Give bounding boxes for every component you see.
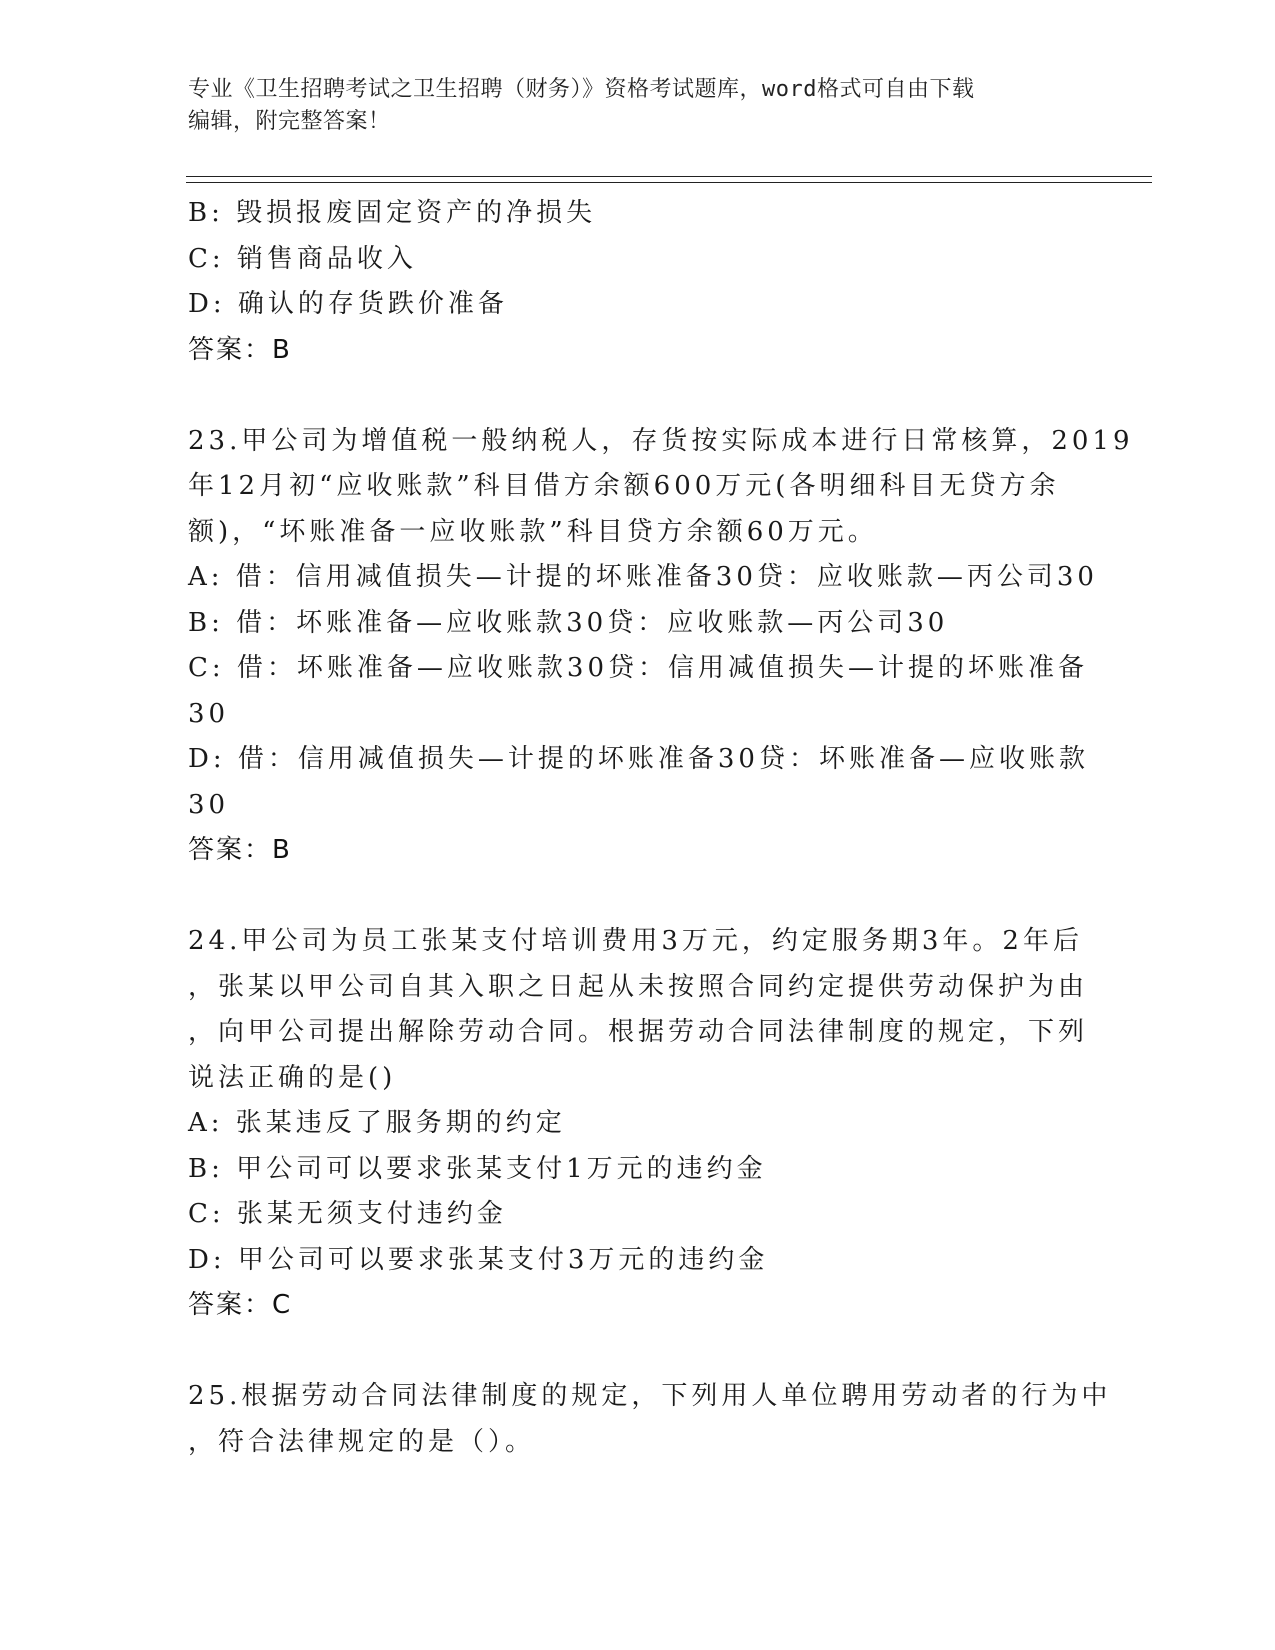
q23-option-c-line-2: 30: [188, 698, 230, 729]
header-divider-bottom: [186, 182, 1152, 183]
q24-stem-line-1: 24.甲公司为员工张某支付培训费用3万元，约定服务期3年。2年后: [188, 926, 1083, 956]
header-line-2: 编辑，附完整答案！: [188, 109, 391, 134]
q23-stem-line-1: 23.甲公司为增值税一般纳税人，存货按实际成本进行日常核算，2019: [188, 425, 1134, 456]
q24-answer: 答案：C: [188, 1290, 293, 1320]
q24-option-b: B: 甲公司可以要求张某支付1万元的违约金: [188, 1153, 767, 1184]
q24-stem-line-4: 说法正确的是(): [188, 1062, 397, 1093]
question-22-tail: [188, 191, 1088, 373]
question-25: [188, 1374, 1112, 1465]
question-content: [188, 191, 1134, 1465]
header-divider-top: [186, 176, 1152, 177]
header-line-1: 专业《卫生招聘考试之卫生招聘（财务）》资格考试题库，word格式可自由下载: [188, 77, 975, 102]
spacer: [188, 1329, 1088, 1375]
q24-option-d: D: 甲公司可以要求张某支付3万元的违约金: [188, 1244, 769, 1275]
document-header: [188, 74, 1088, 138]
q25-stem-line-2: ，符合法律规定的是（）。: [188, 1426, 536, 1457]
q24-stem-line-2: ，张某以甲公司自其入职之日起从未按照合同约定提供劳动保护为由: [188, 971, 1089, 1002]
spacer: [188, 373, 1088, 419]
q24-option-c: C: 张某无须支付违约金: [188, 1199, 507, 1229]
q23-stem-line-2: 年12月初“应收账款”科目借方余额600万元(各明细科目无贷方余: [188, 471, 1060, 501]
q23-stem-line-3: 额)，“坏账准备一应收账款”科目贷方余额60万元。: [188, 516, 878, 547]
spacer: [188, 874, 1088, 920]
q23-option-d-line-1: D: 借：信用减值损失—计提的坏账准备30贷：坏账准备—应收账款: [188, 744, 1089, 774]
question-24: [188, 919, 1088, 1329]
q25-stem-line-1: 25.根据劳动合同法律制度的规定，下列用人单位聘用劳动者的行为中: [188, 1381, 1112, 1411]
q22-option-b: B: 毁损报废固定资产的净损失: [188, 198, 597, 228]
q22-option-c: C: 销售商品收入: [188, 243, 417, 274]
q22-option-d: D: 确认的存货跌价准备: [188, 289, 508, 319]
q23-option-a: A: 借：信用减值损失—计提的坏账准备30贷：应收账款—丙公司30: [188, 562, 1098, 592]
q23-answer: 答案：B: [188, 835, 292, 865]
question-23: [188, 419, 1134, 874]
q24-stem-line-3: ，向甲公司提出解除劳动合同。根据劳动合同法律制度的规定，下列: [188, 1017, 1089, 1047]
q22-answer: 答案：B: [188, 334, 292, 365]
q23-option-b: B: 借：坏账准备—应收账款30贷：应收账款—丙公司30: [188, 607, 949, 638]
q23-option-c-line-1: C: 借：坏账准备—应收账款30贷：信用减值损失—计提的坏账准备: [188, 653, 1089, 683]
q24-option-a: A: 张某违反了服务期的约定: [188, 1108, 566, 1138]
q23-option-d-line-2: 30: [188, 789, 230, 820]
